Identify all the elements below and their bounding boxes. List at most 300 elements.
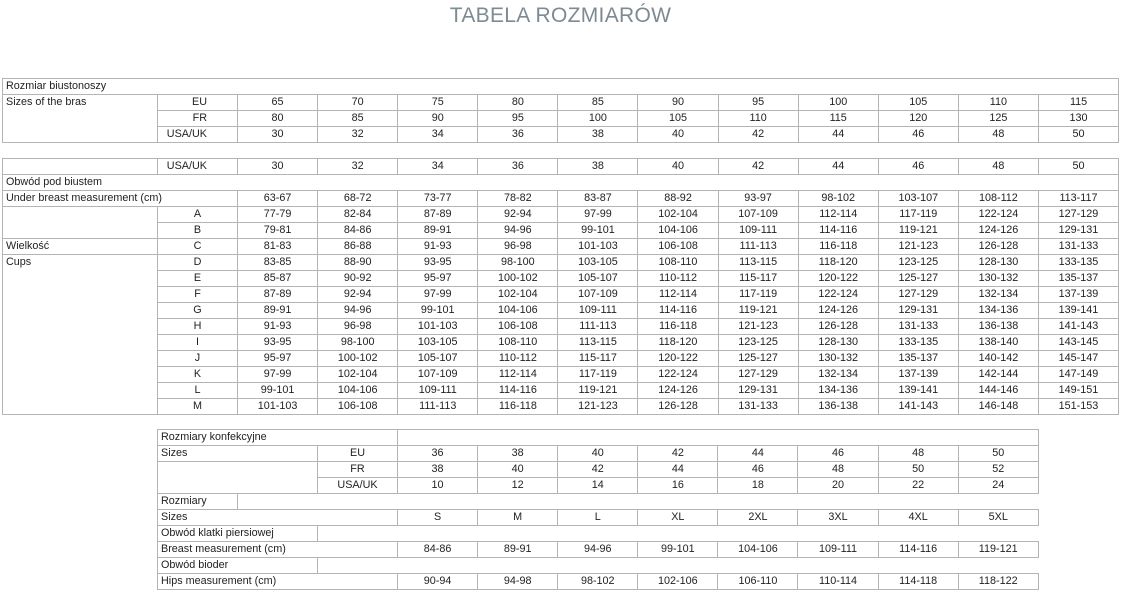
blank-cell <box>158 478 318 494</box>
under-breast-value: 108-112 <box>958 191 1038 207</box>
cup-label: B <box>158 223 238 239</box>
bust-value: 110-112 <box>478 351 558 367</box>
bust-value: 83-85 <box>238 255 318 271</box>
size-value: 85 <box>318 111 398 127</box>
chest-value: 114-116 <box>878 542 958 558</box>
measurement-table <box>2 158 1119 415</box>
size-value: 130 <box>1038 111 1118 127</box>
bust-value: 98-100 <box>478 255 558 271</box>
apparel-size-value: 50 <box>958 446 1038 462</box>
bust-value: 103-105 <box>558 255 638 271</box>
bust-value: 122-124 <box>798 287 878 303</box>
bust-value: 129-131 <box>718 383 798 399</box>
apparel-size-letter: 5XL <box>958 510 1038 526</box>
apparel-size-letter: L <box>558 510 638 526</box>
chest-value: 94-96 <box>558 542 638 558</box>
bust-value: 147-149 <box>1038 367 1118 383</box>
blank-cell <box>158 175 1119 191</box>
size-value: 48 <box>958 127 1038 143</box>
size-value: 90 <box>638 95 718 111</box>
size-value: 125 <box>958 111 1038 127</box>
bust-value: 137-139 <box>878 367 958 383</box>
bust-value: 138-140 <box>958 335 1038 351</box>
bust-value: 106-108 <box>318 399 398 415</box>
bust-value: 122-124 <box>638 367 718 383</box>
table-row <box>3 303 1119 319</box>
bust-value: 88-90 <box>318 255 398 271</box>
apparel-size-letter: S <box>398 510 478 526</box>
bust-value: 114-116 <box>478 383 558 399</box>
row-label: Hips measurement (cm) <box>158 574 398 590</box>
bust-value: 139-141 <box>1038 303 1118 319</box>
row-label: Sizes <box>158 510 398 526</box>
bust-value: 109-111 <box>558 303 638 319</box>
bust-value: 117-119 <box>718 287 798 303</box>
bust-value: 146-148 <box>958 399 1038 415</box>
table-row <box>3 223 1119 239</box>
bust-value: 137-139 <box>1038 287 1118 303</box>
bust-value: 131-133 <box>1038 239 1118 255</box>
size-value: 32 <box>318 127 398 143</box>
apparel-size-value: 20 <box>798 478 878 494</box>
row-label <box>3 399 158 415</box>
under-breast-value: 73-77 <box>398 191 478 207</box>
bust-value: 119-121 <box>558 383 638 399</box>
bust-value: 120-122 <box>638 351 718 367</box>
cup-label: F <box>158 287 238 303</box>
apparel-size-value: 18 <box>718 478 798 494</box>
bust-value: 119-121 <box>718 303 798 319</box>
apparel-size-value: 42 <box>558 462 638 478</box>
bust-value: 82-84 <box>318 207 398 223</box>
cup-label: C <box>158 239 238 255</box>
size-value: 80 <box>238 111 318 127</box>
row-label <box>3 319 158 335</box>
table-row <box>3 335 1119 351</box>
apparel-size-letter: M <box>478 510 558 526</box>
row-label: Rozmiary konfekcyjne <box>158 430 398 446</box>
bust-value: 128-130 <box>798 335 878 351</box>
table-row <box>158 510 1039 526</box>
band-size-header: 40 <box>638 159 718 175</box>
under-breast-value: 98-102 <box>798 191 878 207</box>
apparel-size-value: 12 <box>478 478 558 494</box>
table-row <box>158 478 1039 494</box>
bust-value: 140-142 <box>958 351 1038 367</box>
bust-value: 97-99 <box>238 367 318 383</box>
bust-value: 101-103 <box>238 399 318 415</box>
row-label <box>3 207 158 223</box>
bust-value: 102-104 <box>478 287 558 303</box>
chest-value: 119-121 <box>958 542 1038 558</box>
under-breast-value: 103-107 <box>878 191 958 207</box>
bust-value: 93-95 <box>238 335 318 351</box>
band-size-header: 32 <box>318 159 398 175</box>
cup-label: G <box>158 303 238 319</box>
size-value: 95 <box>718 95 798 111</box>
table-row <box>3 367 1119 383</box>
cup-label: I <box>158 335 238 351</box>
bust-value: 116-118 <box>798 239 878 255</box>
bust-value: 94-96 <box>478 223 558 239</box>
row-label: Rozmiary <box>158 494 238 510</box>
apparel-size-value: 50 <box>878 462 958 478</box>
bust-value: 144-146 <box>958 383 1038 399</box>
hips-value: 114-118 <box>878 574 958 590</box>
bust-value: 81-83 <box>238 239 318 255</box>
bust-value: 104-106 <box>478 303 558 319</box>
apparel-size-value: 38 <box>478 446 558 462</box>
band-size-header: 36 <box>478 159 558 175</box>
cup-label: D <box>158 255 238 271</box>
apparel-size-value: 46 <box>718 462 798 478</box>
bust-value: 89-91 <box>238 303 318 319</box>
bust-value: 91-93 <box>238 319 318 335</box>
bust-value: 126-128 <box>798 319 878 335</box>
row-label: Obwód pod biustem <box>3 175 158 191</box>
row-label <box>3 351 158 367</box>
table-row <box>3 255 1119 271</box>
table-row <box>3 399 1119 415</box>
bust-value: 100-102 <box>478 271 558 287</box>
apparel-size-value: 46 <box>798 446 878 462</box>
bust-value: 89-91 <box>398 223 478 239</box>
bust-value: 92-94 <box>318 287 398 303</box>
size-value: 100 <box>798 95 878 111</box>
bust-value: 122-124 <box>958 207 1038 223</box>
table-row <box>3 95 1119 111</box>
size-value: 105 <box>878 95 958 111</box>
size-system-label: USA/UK <box>318 478 398 494</box>
bust-value: 114-116 <box>638 303 718 319</box>
bust-value: 121-123 <box>558 399 638 415</box>
bust-value: 102-104 <box>318 367 398 383</box>
bust-value: 115-117 <box>718 271 798 287</box>
under-breast-value: 63-67 <box>238 191 318 207</box>
size-value: 46 <box>878 127 958 143</box>
size-system-label: FR <box>158 111 238 127</box>
table-row <box>158 574 1039 590</box>
apparel-size-letter: 2XL <box>718 510 798 526</box>
bust-value: 102-104 <box>638 207 718 223</box>
bust-value: 105-107 <box>558 271 638 287</box>
row-label: Sizes of the bras <box>3 95 158 111</box>
blank-cell <box>238 494 1039 510</box>
row-label <box>3 367 158 383</box>
hips-value: 118-122 <box>958 574 1038 590</box>
apparel-size-value: 16 <box>638 478 718 494</box>
bust-value: 125-127 <box>878 271 958 287</box>
bust-value: 107-109 <box>398 367 478 383</box>
size-system-label: EU <box>158 95 238 111</box>
bust-value: 117-119 <box>878 207 958 223</box>
bust-value: 129-131 <box>878 303 958 319</box>
bra-size-table <box>2 78 1119 143</box>
bust-value: 123-125 <box>878 255 958 271</box>
table-row <box>158 462 1039 478</box>
size-value: 95 <box>478 111 558 127</box>
row-label <box>3 335 158 351</box>
table-row <box>158 558 1039 574</box>
under-breast-value: 68-72 <box>318 191 398 207</box>
bust-value: 112-114 <box>478 367 558 383</box>
bust-value: 119-121 <box>878 223 958 239</box>
bust-value: 145-147 <box>1038 351 1118 367</box>
size-value: 90 <box>398 111 478 127</box>
page-title: TABELA ROZMIARÓW <box>449 4 672 27</box>
bust-value: 124-126 <box>638 383 718 399</box>
size-system-label: EU <box>318 446 398 462</box>
apparel-size-value: 10 <box>398 478 478 494</box>
size-value: 34 <box>398 127 478 143</box>
row-label <box>3 271 158 287</box>
bust-value: 136-138 <box>798 399 878 415</box>
bust-value: 113-115 <box>558 335 638 351</box>
size-system-label: USA/UK <box>158 127 238 143</box>
bust-value: 87-89 <box>238 287 318 303</box>
band-size-header: 42 <box>718 159 798 175</box>
size-value: 70 <box>318 95 398 111</box>
bust-value: 134-136 <box>958 303 1038 319</box>
apparel-size-letter: XL <box>638 510 718 526</box>
cup-label: E <box>158 271 238 287</box>
under-breast-value: 78-82 <box>478 191 558 207</box>
hips-value: 98-102 <box>558 574 638 590</box>
band-size-header: 34 <box>398 159 478 175</box>
bust-value: 135-137 <box>878 351 958 367</box>
bust-value: 131-133 <box>718 399 798 415</box>
bust-value: 111-113 <box>398 399 478 415</box>
bust-value: 105-107 <box>398 351 478 367</box>
bust-value: 97-99 <box>398 287 478 303</box>
bust-value: 116-118 <box>478 399 558 415</box>
bust-value: 116-118 <box>638 319 718 335</box>
row-label: Breast measurement (cm) <box>158 542 398 558</box>
bust-value: 121-123 <box>718 319 798 335</box>
band-size-header: 46 <box>878 159 958 175</box>
bust-value: 124-126 <box>798 303 878 319</box>
bust-value: 121-123 <box>878 239 958 255</box>
bust-value: 107-109 <box>718 207 798 223</box>
bust-value: 139-141 <box>878 383 958 399</box>
bust-value: 103-105 <box>398 335 478 351</box>
apparel-size-value: 52 <box>958 462 1038 478</box>
table-row <box>158 542 1039 558</box>
size-value: 110 <box>718 111 798 127</box>
size-value: 120 <box>878 111 958 127</box>
bust-value: 123-125 <box>718 335 798 351</box>
chest-value: 104-106 <box>718 542 798 558</box>
bust-value: 132-134 <box>958 287 1038 303</box>
bust-value: 141-143 <box>1038 319 1118 335</box>
bust-value: 130-132 <box>798 351 878 367</box>
blank-cell <box>398 430 1039 446</box>
bust-value: 149-151 <box>1038 383 1118 399</box>
bust-value: 107-109 <box>558 287 638 303</box>
cup-label: L <box>158 383 238 399</box>
apparel-size-value: 22 <box>878 478 958 494</box>
bust-value: 96-98 <box>318 319 398 335</box>
bust-value: 130-132 <box>958 271 1038 287</box>
bust-value: 115-117 <box>558 351 638 367</box>
under-breast-value: 93-97 <box>718 191 798 207</box>
bust-value: 87-89 <box>398 207 478 223</box>
apparel-size-table <box>157 429 1039 590</box>
bust-value: 118-120 <box>638 335 718 351</box>
bust-value: 85-87 <box>238 271 318 287</box>
band-size-header: 38 <box>558 159 638 175</box>
bust-value: 143-145 <box>1038 335 1118 351</box>
apparel-size-value: 48 <box>878 446 958 462</box>
under-breast-value: 88-92 <box>638 191 718 207</box>
apparel-size-value: 24 <box>958 478 1038 494</box>
size-value: 44 <box>798 127 878 143</box>
apparel-size-value: 14 <box>558 478 638 494</box>
table-row <box>3 159 1119 175</box>
bust-value: 111-113 <box>558 319 638 335</box>
row-label <box>3 303 158 319</box>
size-value: 36 <box>478 127 558 143</box>
bust-value: 104-106 <box>318 383 398 399</box>
bust-value: 124-126 <box>958 223 1038 239</box>
row-label: Cups <box>3 255 158 271</box>
bust-value: 77-79 <box>238 207 318 223</box>
bust-value: 99-101 <box>398 303 478 319</box>
bust-value: 114-116 <box>798 223 878 239</box>
row-label <box>3 383 158 399</box>
apparel-size-value: 38 <box>398 462 478 478</box>
bust-value: 151-153 <box>1038 399 1118 415</box>
chest-value: 99-101 <box>638 542 718 558</box>
cup-label: K <box>158 367 238 383</box>
size-value: 65 <box>238 95 318 111</box>
bust-value: 90-92 <box>318 271 398 287</box>
row-label: Rozmiar biustonoszy <box>3 79 158 95</box>
size-system-label: USA/UK <box>158 159 238 175</box>
table-row <box>3 271 1119 287</box>
bust-value: 120-122 <box>798 271 878 287</box>
apparel-size-value: 44 <box>718 446 798 462</box>
size-value: 80 <box>478 95 558 111</box>
hips-value: 90-94 <box>398 574 478 590</box>
bust-value: 106-108 <box>638 239 718 255</box>
cup-label: A <box>158 207 238 223</box>
band-size-header: 30 <box>238 159 318 175</box>
row-label: Sizes <box>158 446 318 462</box>
band-size-header: 50 <box>1038 159 1118 175</box>
bust-value: 95-97 <box>238 351 318 367</box>
chest-value: 84-86 <box>398 542 478 558</box>
bust-value: 109-111 <box>398 383 478 399</box>
under-breast-value: 113-117 <box>1038 191 1118 207</box>
size-value: 110 <box>958 95 1038 111</box>
table-row <box>3 351 1119 367</box>
bust-value: 93-95 <box>398 255 478 271</box>
bust-value: 106-108 <box>478 319 558 335</box>
size-value: 75 <box>398 95 478 111</box>
table-row <box>3 287 1119 303</box>
size-value: 30 <box>238 127 318 143</box>
bust-value: 125-127 <box>718 351 798 367</box>
row-label: Obwód bioder <box>158 558 318 574</box>
bust-value: 100-102 <box>318 351 398 367</box>
row-label <box>3 111 158 127</box>
table-row <box>3 191 1119 207</box>
chest-value: 89-91 <box>478 542 558 558</box>
bust-value: 132-134 <box>798 367 878 383</box>
bust-value: 126-128 <box>958 239 1038 255</box>
blank-cell <box>318 526 1039 542</box>
hips-value: 94-98 <box>478 574 558 590</box>
table-row <box>3 79 1119 95</box>
hips-value: 106-110 <box>718 574 798 590</box>
cup-label: M <box>158 399 238 415</box>
apparel-size-value: 36 <box>398 446 478 462</box>
size-system-label: FR <box>318 462 398 478</box>
apparel-size-value: 44 <box>638 462 718 478</box>
bust-value: 128-130 <box>958 255 1038 271</box>
bust-value: 113-115 <box>718 255 798 271</box>
bust-value: 95-97 <box>398 271 478 287</box>
bust-value: 127-129 <box>718 367 798 383</box>
under-breast-value: 83-87 <box>558 191 638 207</box>
bust-value: 127-129 <box>878 287 958 303</box>
bust-value: 136-138 <box>958 319 1038 335</box>
bust-value: 84-86 <box>318 223 398 239</box>
apparel-size-value: 42 <box>638 446 718 462</box>
bust-value: 99-101 <box>238 383 318 399</box>
row-label <box>3 223 158 239</box>
bust-value: 117-119 <box>558 367 638 383</box>
bust-value: 135-137 <box>1038 271 1118 287</box>
size-value: 50 <box>1038 127 1118 143</box>
row-label: Obwód klatki piersiowej <box>158 526 318 542</box>
bust-value: 127-129 <box>1038 207 1118 223</box>
bust-value: 142-144 <box>958 367 1038 383</box>
blank-cell <box>318 558 1039 574</box>
bust-value: 101-103 <box>398 319 478 335</box>
bust-value: 97-99 <box>558 207 638 223</box>
bust-value: 94-96 <box>318 303 398 319</box>
bust-value: 134-136 <box>798 383 878 399</box>
size-value: 42 <box>718 127 798 143</box>
size-value: 115 <box>798 111 878 127</box>
row-label <box>3 127 158 143</box>
size-value: 85 <box>558 95 638 111</box>
row-label: Under breast measurement (cm) <box>3 191 238 207</box>
bust-value: 112-114 <box>798 207 878 223</box>
table-row <box>3 207 1119 223</box>
bust-value: 112-114 <box>638 287 718 303</box>
bust-value: 108-110 <box>638 255 718 271</box>
band-size-header: 44 <box>798 159 878 175</box>
bust-value: 118-120 <box>798 255 878 271</box>
bust-value: 108-110 <box>478 335 558 351</box>
size-value: 100 <box>558 111 638 127</box>
table-row <box>3 127 1119 143</box>
bust-value: 79-81 <box>238 223 318 239</box>
bust-value: 91-93 <box>398 239 478 255</box>
apparel-size-value: 40 <box>558 446 638 462</box>
bust-value: 92-94 <box>478 207 558 223</box>
bust-value: 110-112 <box>638 271 718 287</box>
apparel-size-value: 40 <box>478 462 558 478</box>
bust-value: 98-100 <box>318 335 398 351</box>
size-value: 38 <box>558 127 638 143</box>
table-row <box>3 319 1119 335</box>
table-row <box>158 430 1039 446</box>
blank-cell <box>158 462 318 478</box>
